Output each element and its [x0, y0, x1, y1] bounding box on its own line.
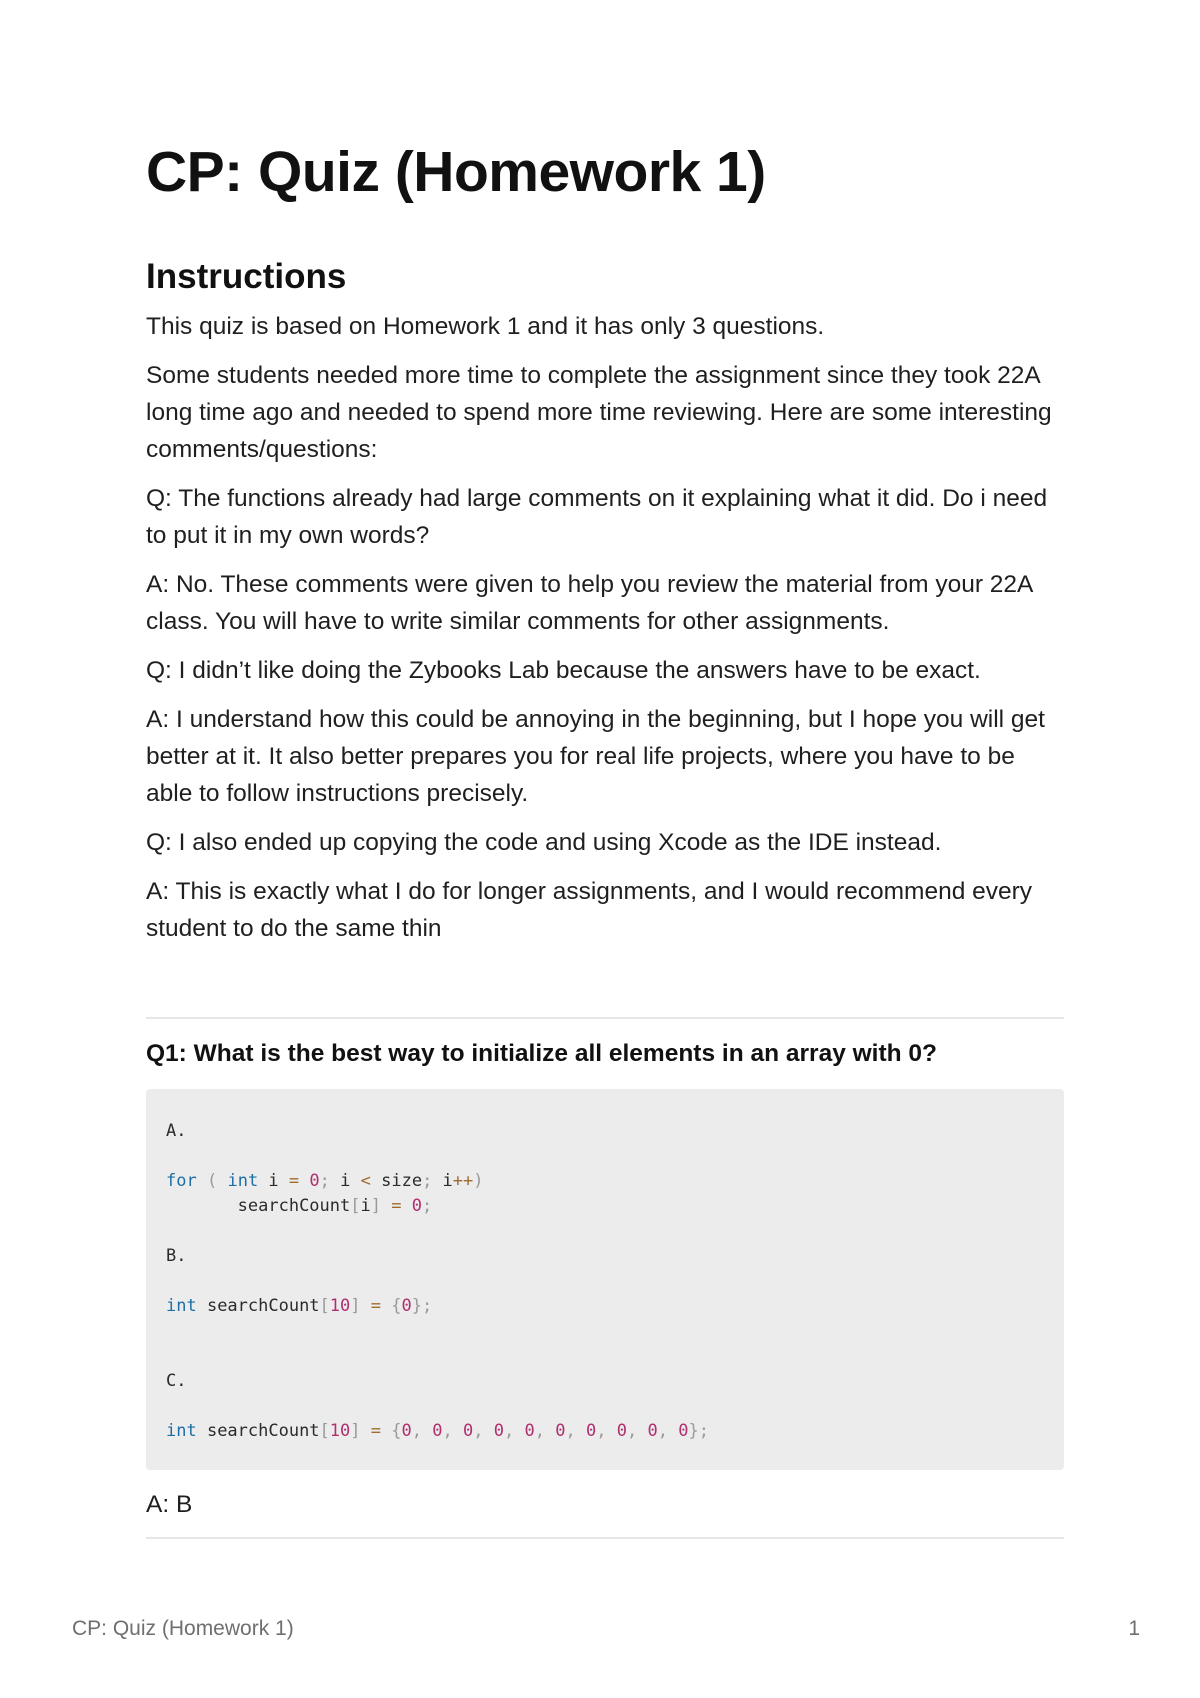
paragraph: This quiz is based on Homework 1 and it has only 3 questions.	[146, 312, 825, 340]
paragraph: Q: The functions already had large comments on it explaining what it did. Do i need to put it in my own words?	[146, 484, 1048, 549]
option-b-line-1: int searchCount[10] = {0};	[166, 1295, 433, 1316]
document-page	[146, 140, 1064, 1539]
paragraph: A: This is exactly what I do for longer assignments, and I would recommend every student to do the same thin	[146, 877, 1033, 942]
instructions-heading: Instructions	[146, 256, 347, 296]
footer-page-number: 1	[1128, 1617, 1140, 1640]
paragraph: A: No. These comments were given to help you review the material from your 22A class. You will have to write similar comments for other assignments.	[146, 570, 1033, 635]
paragraph: Q: I didn’t like doing the Zybooks Lab because the answers have to be exact.	[146, 656, 981, 684]
option-c-line-1: int searchCount[10] = {0, 0, 0, 0, 0, 0, 0, 0, 0, 0};	[166, 1420, 710, 1441]
paragraph: A: I understand how this could be annoying in the beginning, but I hope you will get better at it. It also better prepares you for real life projects, where you have to be able to follow instructions precisely.	[146, 705, 1045, 807]
divider	[146, 1537, 1064, 1539]
divider	[146, 1017, 1064, 1019]
question-title: Q1: What is the best way to initialize all elements in an array with 0?	[146, 1039, 938, 1067]
paragraph: Q: I also ended up copying the code and using Xcode as the IDE instead.	[146, 828, 942, 856]
option-c-label: C.	[166, 1370, 187, 1391]
page-title: CP: Quiz (Homework 1)	[146, 140, 766, 204]
paragraph: Some students needed more time to complete the assignment since they took 22A long time ago and needed to spend more time reviewing. Here are some interesting comments/questions:	[146, 361, 1052, 463]
option-b-label: B.	[166, 1245, 187, 1266]
footer-doc-title: CP: Quiz (Homework 1)	[72, 1617, 294, 1640]
answer-text: A: B	[146, 1490, 193, 1518]
option-a-line-1: for ( int i = 0; i < size; i++)	[166, 1170, 484, 1191]
option-a-label: A.	[166, 1120, 187, 1141]
option-a-line-2: searchCount[i] = 0;	[237, 1195, 433, 1216]
code-block	[146, 1089, 1064, 1470]
